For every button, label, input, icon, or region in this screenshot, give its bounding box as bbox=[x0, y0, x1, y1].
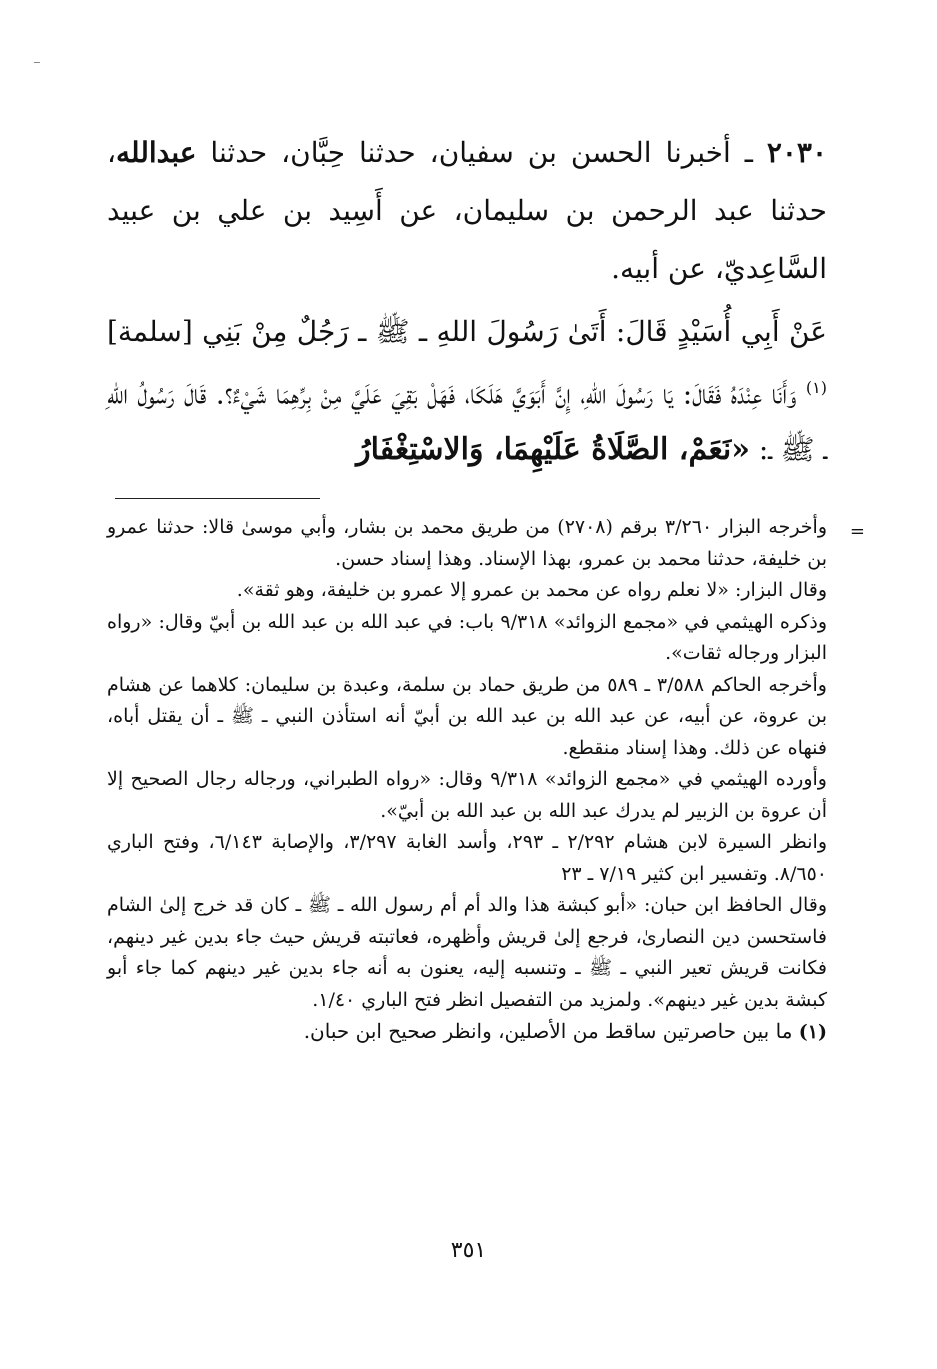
main-text bbox=[107, 124, 827, 478]
footnote-1-text: ما بين حاصرتين ساقط من الأصلين، وانظر صحيح ابن حبان. bbox=[303, 1019, 799, 1043]
hadith-matn bbox=[107, 304, 827, 478]
continuation-mark: = bbox=[849, 521, 865, 542]
footnote-1 bbox=[107, 1016, 827, 1049]
page-number: ٣٥١ bbox=[450, 1238, 487, 1263]
footnote-paragraph: وقال الحافظ ابن حبان: «أبو كبشة هذا والد أم أم رسول الله ـ ﷺ ـ كان قد خرج إلىٰ الشام فاستحسن دين النصارىٰ، فرجع إلىٰ قريش وأظهره، فعاتبته قريش حيث جاء بدين غير دينهم، فكانت قريش تعير النبي ـ ﷺ ـ وتنسبه إليه، يعنون به أنه جاء بدين غير دينهم كما جاء أبو كبشة بدين غير دينهم». ولمزيد من التفصيل انظر فتح الباري ١/٤٠. bbox=[107, 894, 827, 1011]
footnote-paragraph: وأورده الهيثمي في «مجمع الزوائد» ٩/٣١٨ وقال: «رواه الطبراني، ورجاله رجال الصحيح إلا أن عروة بن الزبير لم يدرك عبد الله بن عبد الله بن أبيّ». bbox=[107, 768, 827, 822]
prophetic-words: «نَعَمْ، الصَّلَاةُ عَلَيْهِمَا، وَالاسْتِغْفَارُ bbox=[356, 432, 751, 468]
footnote-ref-1: (١) bbox=[805, 378, 827, 397]
isnad-rest: ، حدثنا عبد الرحمن بن سليمان، عن أَسِيد بن علي بن عبيد السَّاعِديّ، عن أبيه. bbox=[107, 136, 827, 285]
hadith-narration-2: وَأَنَا عِنْدَهُ فَقَالَ: يَا رَسُولَ اللهِ، إِنَّ أَبَوَيَّ هَلَكَا، فَهَلْ بَقِيَ عَلَيَّ مِنْ بِرِّهِمَا شَيْءٌ؟. قَالَ رَسُولُ اللهِ ـ ﷺ ـ: bbox=[107, 377, 827, 467]
footnote-paragraph: وأخرجه الحاكم ٣/٥٨٨ ـ ٥٨٩ من طريق حماد بن سلمة، وعبدة بن سليمان: كلاهما عن هشام بن عروة، عن أبيه، عن عبد الله بن عبد الله بن أبيّ أنه استأذن النبي ـ ﷺ ـ أن يقتل أباه، فنهاه عن ذلك. وهذا إسناد منقطع. bbox=[107, 673, 827, 759]
footnote-paragraph: وذكره الهيثمي في «مجمع الزوائد» ٩/٣١٨ باب: في عبد الله بن عبد الله بن أبيّ وقال: «رواه البزار ورجاله ثقات». bbox=[107, 610, 827, 664]
isnad-paragraph bbox=[107, 124, 827, 298]
footnote-paragraph: وأخرجه البزار ٣/٢٦٠ برقم (٢٧٠٨) من طريق محمد بن بشار، وأبي موسىٰ قالا: حدثنا عمرو بن خليفة، حدثنا محمد بن عمرو، بهذا الإسناد. وهذا إسناد حسن. bbox=[107, 516, 827, 570]
isnad-text: ـ أخبرنا الحسن بن سفيان، حدثنا حِبَّان، حدثنا bbox=[196, 136, 767, 169]
footnote-1-marker: (١) bbox=[798, 1021, 827, 1043]
isnad-abdullah: عبدالله bbox=[116, 136, 197, 169]
footnote-paragraph: وقال البزار: «لا نعلم رواه عن محمد بن عمرو إلا عمرو بن خليفة، وهو ثقة». bbox=[236, 579, 827, 601]
scan-mark bbox=[34, 62, 40, 63]
footnote-paragraph: وانظر السيرة لابن هشام ٢/٢٩٢ ـ ٢٩٣، وأسد الغابة ٣/٢٩٧، والإصابة ٦/١٤٣، وفتح الباري ٨/٦٥٠. وتفسير ابن كثير ٧/١٩ ـ ٢٣ bbox=[107, 831, 827, 885]
footnote-separator bbox=[115, 498, 320, 499]
hadith-number: ٢٠٣٠ bbox=[766, 136, 827, 169]
hadith-narration: عَنْ أَبِي أُسَيْدٍ قَالَ: أَتَىٰ رَسُولَ اللهِ ـ ﷺ ـ رَجُلٌ مِنْ بَنِي [سلمة] bbox=[107, 315, 827, 348]
footnotes bbox=[107, 512, 865, 1049]
